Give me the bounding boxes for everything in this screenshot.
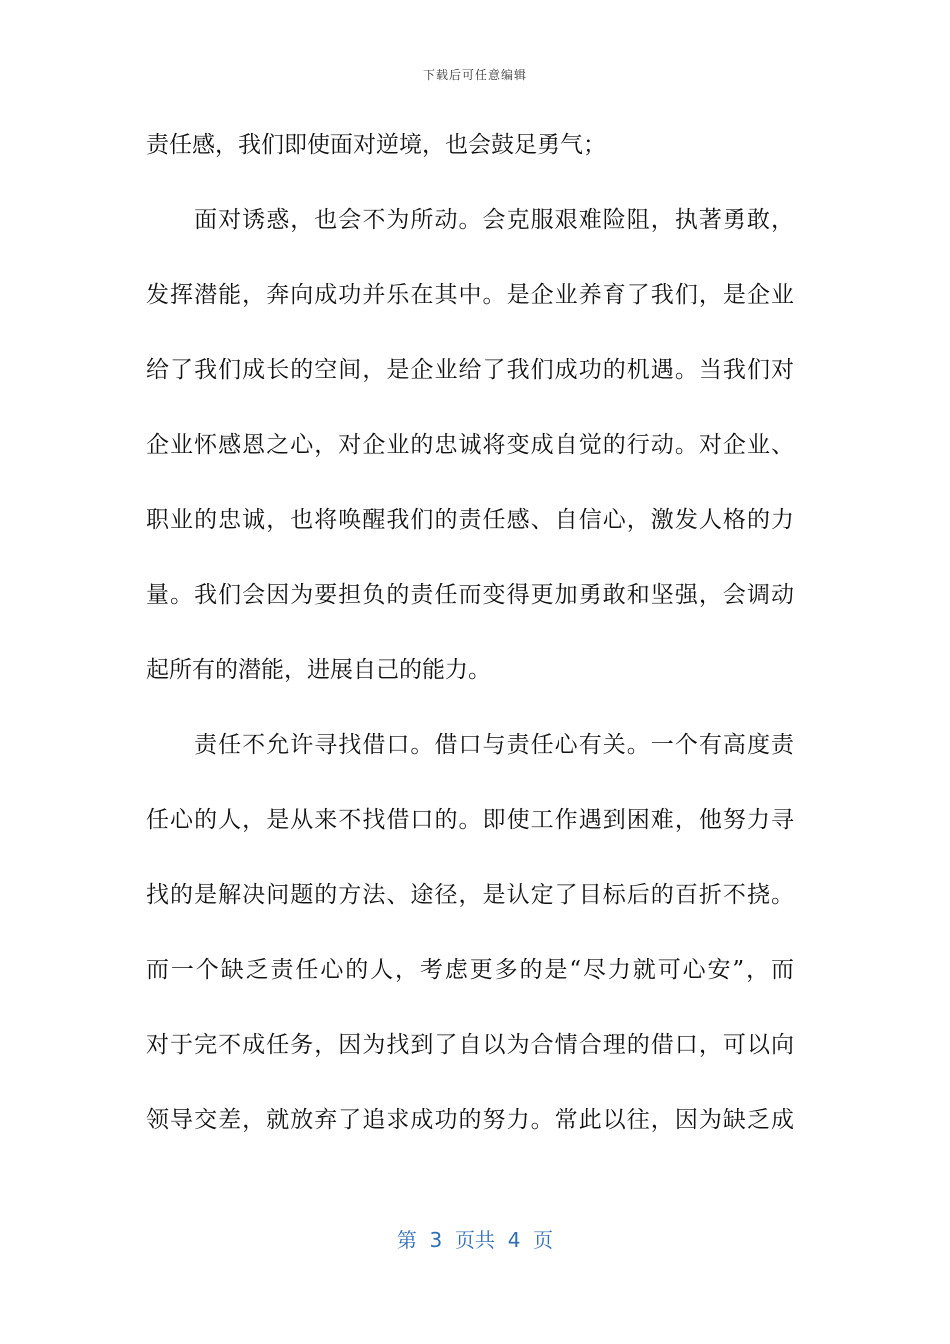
page-number-footer: 第 3 页共 4 页 — [396, 1228, 554, 1252]
text-line: 面对诱惑，也会不为所动。会克服艰难险阻，执著勇敢， — [146, 207, 794, 233]
text-line: 量。我们会因为要担负的责任而变得更加勇敢和坚强，会调动 — [146, 582, 794, 608]
text-line: 找的是解决问题的方法、途径，是认定了目标后的百折不挠。 — [146, 882, 794, 908]
text-line: 任心的人，是从来不找借口的。即使工作遇到困难，他努力寻 — [146, 807, 794, 833]
text-line: 职业的忠诚，也将唤醒我们的责任感、自信心，激发人格的力 — [146, 507, 794, 533]
text-line: 发挥潜能，奔向成功并乐在其中。是企业养育了我们，是企业 — [146, 282, 794, 308]
text-line: 对于完不成任务，因为找到了自以为合情合理的借口，可以向 — [146, 1032, 794, 1058]
text-line: 给了我们成长的空间，是企业给了我们成功的机遇。当我们对 — [146, 357, 794, 383]
page-header: 下载后可任意编辑 — [422, 68, 527, 82]
text-line: 企业怀感恩之心，对企业的忠诚将变成自觉的行动。对企业、 — [146, 432, 794, 458]
text-line: 责任不允许寻找借口。借口与责任心有关。一个有高度责 — [146, 732, 794, 758]
text-line: 责任感，我们即使面对逆境，也会鼓足勇气； — [146, 132, 606, 158]
text-line: 而一个缺乏责任心的人，考虑更多的是“尽力就可心安”，而 — [146, 957, 794, 983]
text-line: 起所有的潜能，进展自己的能力。 — [146, 657, 491, 683]
text-line: 领导交差，就放弃了追求成功的努力。常此以往，因为缺乏成 — [146, 1107, 794, 1133]
document-body — [146, 108, 794, 1158]
